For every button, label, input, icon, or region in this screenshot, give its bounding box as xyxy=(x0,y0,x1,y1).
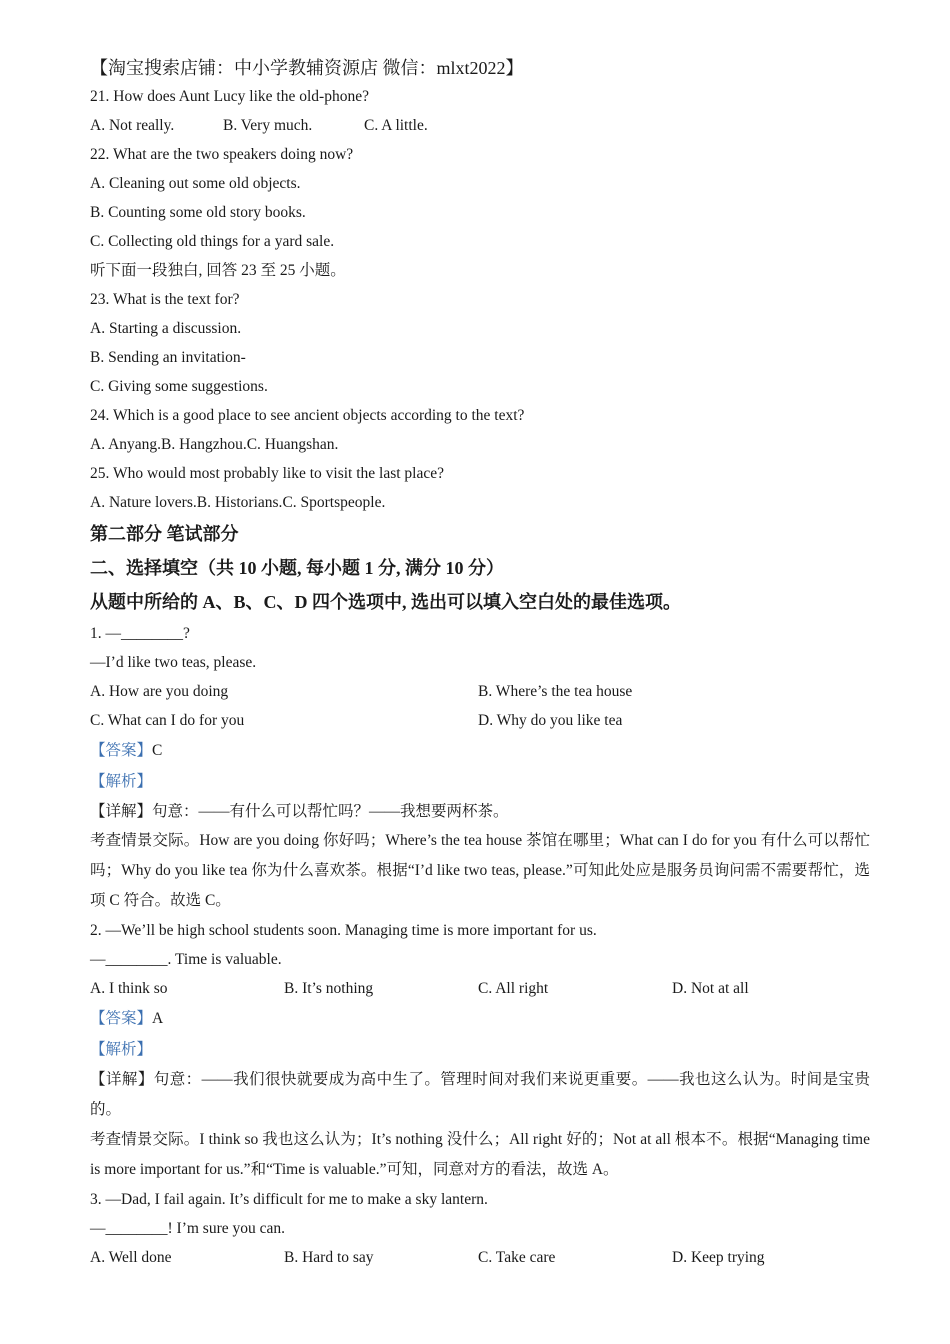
q2-stem: 2. —We’ll be high school students soon. Managing time is more important for us. xyxy=(90,922,597,939)
q22-option-b: B. Counting some old story books. xyxy=(90,204,306,221)
q25-option-c: C. Sportspeople. xyxy=(282,494,386,511)
q1-option-c: C. What can I do for you xyxy=(90,712,245,729)
q23-option-b: B. Sending an invitation- xyxy=(90,349,246,366)
q23-stem: 23. What is the text for? xyxy=(90,291,240,308)
q3-option-d: D. Keep trying xyxy=(672,1249,765,1266)
q22-stem: 22. What are the two speakers doing now? xyxy=(90,146,354,163)
monologue-intro: 听下面一段独白, 回答 23 至 25 小题。 xyxy=(90,262,346,279)
section2-title: 二、选择填空（共 10 小题, 每小题 1 分, 满分 10 分） xyxy=(90,558,504,578)
q2-answer-value: A xyxy=(152,1010,164,1027)
q21-options xyxy=(90,111,870,140)
page-header: 【淘宝搜索店铺：中小学教辅资源店 微信：mlxt2022】 xyxy=(90,58,524,78)
q3-option-c: C. Take care xyxy=(478,1249,556,1266)
q3-option-b: B. Hard to say xyxy=(284,1249,374,1266)
q1-stem: 1. —________? xyxy=(90,625,190,642)
exam-page xyxy=(90,54,870,1272)
q2-options xyxy=(90,974,870,1003)
q1-answer-label: 【答案】 xyxy=(90,742,153,759)
q25-option-a: A. Nature lovers. xyxy=(90,494,197,511)
q1-options-row2 xyxy=(90,706,870,735)
q22-option-c: C. Collecting old things for a yard sale. xyxy=(90,233,335,250)
q2-detail: 【详解】句意：——我们很快就要成为高中生了。管理时间对我们来说更重要。——我也这么认为。时间是宝贵的。 xyxy=(90,1071,870,1118)
q3-options xyxy=(90,1243,870,1272)
q24-option-b: B. Hangzhou. xyxy=(161,436,247,453)
q21-option-b: B. Very much. xyxy=(223,117,313,134)
q2-line2: —________. Time is valuable. xyxy=(90,951,282,968)
q25-options xyxy=(90,488,870,517)
q24-option-a: A. Anyang. xyxy=(90,436,162,453)
q2-option-d: D. Not at all xyxy=(672,980,749,997)
q21-stem: 21. How does Aunt Lucy like the old-phone? xyxy=(90,88,369,105)
q24-options xyxy=(90,430,870,459)
q1-explanation: 考查情景交际。How are you doing 你好吗；Where’s the tea house 茶馆在哪里；What can I do for you 有什么可以帮忙吗；Why do you like tea 你为什么喜欢茶。根据“I’d like two teas, please.”可知此处应是服务员询问需不需要帮忙，选项 C 符合。故选 C。 xyxy=(90,832,870,909)
q23-option-c: C. Giving some suggestions. xyxy=(90,378,268,395)
q2-option-b: B. It’s nothing xyxy=(284,980,374,997)
part2-title: 第二部分 笔试部分 xyxy=(90,524,239,544)
q1-option-d: D. Why do you like tea xyxy=(478,712,623,729)
q3-option-a: A. Well done xyxy=(90,1249,172,1266)
q21-option-c: C. A little. xyxy=(364,117,428,134)
q1-detail: 【详解】句意：——有什么可以帮忙吗？——我想要两杯茶。 xyxy=(90,803,509,820)
q2-analysis-label: 【解析】 xyxy=(90,1041,153,1058)
q2-explanation: 考查情景交际。I think so 我也这么认为；It’s nothing 没什么；All right 好的；Not at all 根本不。根据“Managing time is more important for us.”和“Time is valuable.”可知，同意对方的看法，故选 A。 xyxy=(90,1131,870,1178)
q21-option-a: A. Not really. xyxy=(90,117,175,134)
q2-answer xyxy=(90,1003,870,1034)
q2-option-c: C. All right xyxy=(478,980,549,997)
q25-stem: 25. Who would most probably like to visit the last place? xyxy=(90,465,445,482)
q24-stem: 24. Which is a good place to see ancient objects according to the text? xyxy=(90,407,525,424)
q22-option-a: A. Cleaning out some old objects. xyxy=(90,175,301,192)
q1-option-b: B. Where’s the tea house xyxy=(478,683,633,700)
q2-option-a: A. I think so xyxy=(90,980,168,997)
q1-option-a: A. How are you doing xyxy=(90,683,229,700)
q1-answer-value: C xyxy=(152,742,163,759)
section2-instruction: 从题中所给的 A、B、C、D 四个选项中, 选出可以填入空白处的最佳选项。 xyxy=(90,592,681,612)
q1-options-row1 xyxy=(90,677,870,706)
q24-option-c: C. Huangshan. xyxy=(246,436,339,453)
q2-answer-label: 【答案】 xyxy=(90,1010,153,1027)
q1-analysis-label: 【解析】 xyxy=(90,773,153,790)
q3-stem: 3. —Dad, I fail again. It’s difficult for me to make a sky lantern. xyxy=(90,1191,488,1208)
q1-line2: —I’d like two teas, please. xyxy=(90,654,257,671)
q23-option-a: A. Starting a discussion. xyxy=(90,320,242,337)
q1-answer xyxy=(90,735,870,766)
q25-option-b: B. Historians. xyxy=(196,494,283,511)
q3-line2: —________! I’m sure you can. xyxy=(90,1220,285,1237)
